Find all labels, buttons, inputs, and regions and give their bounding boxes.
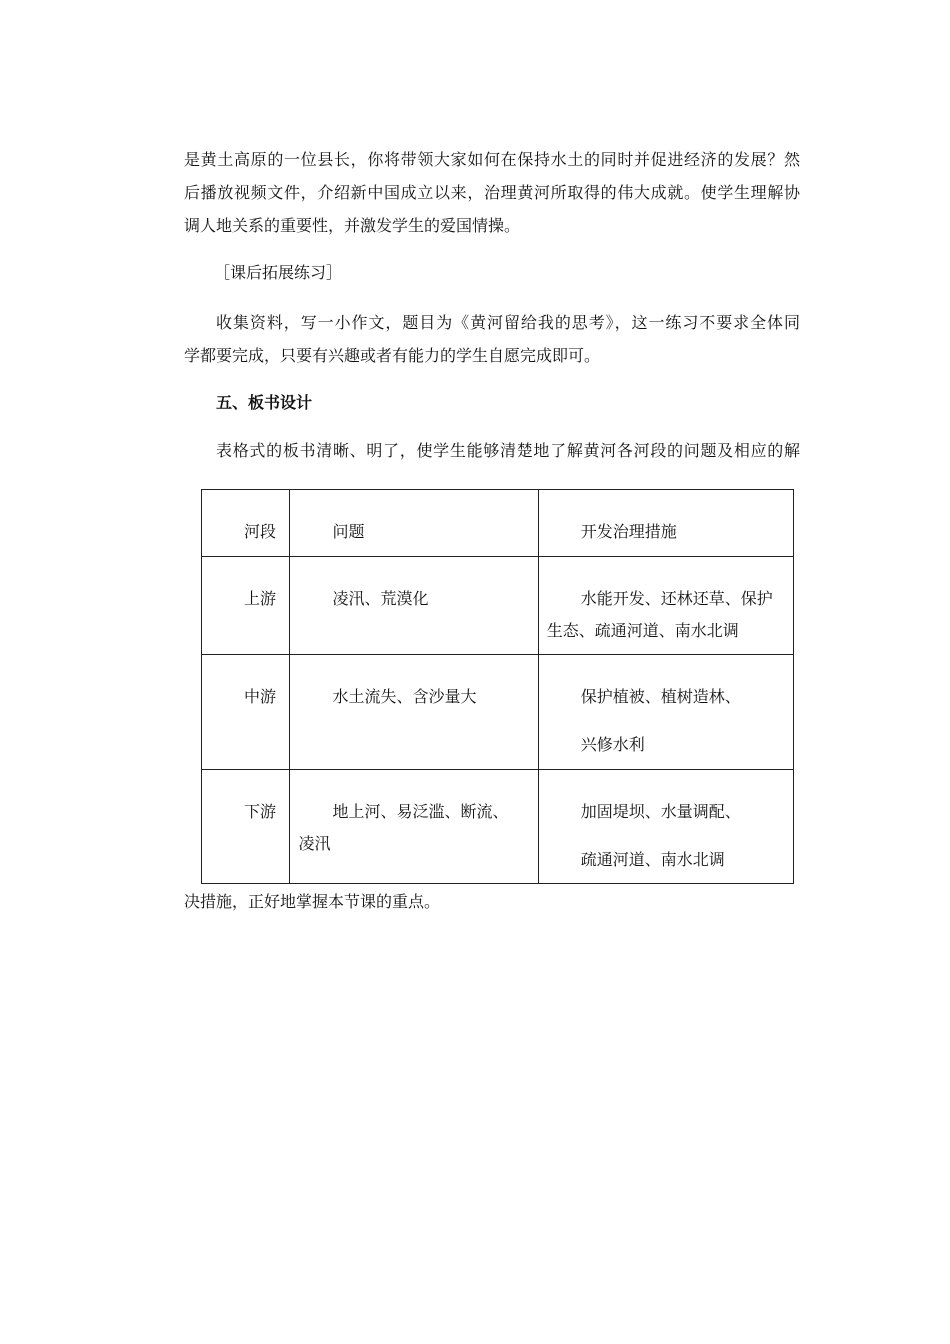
paragraph-2-line-1: 收集资料，写一小作文，题目为《黄河留给我的思考》，这一练习不要求全体同 [216, 313, 800, 332]
section-label: ［课后拓展练习］ [214, 263, 343, 282]
row-problem-line-1: 地上河、易泛滥、断流、 [332, 802, 509, 821]
table-row [202, 655, 794, 770]
header-problem: 问题 [332, 522, 365, 541]
row-problem-line-2: 凌汛 [298, 834, 331, 853]
row-problem: 水土流失、含沙量大 [332, 687, 477, 706]
row-problem: 凌汛、荒漠化 [332, 589, 429, 608]
table-row [202, 557, 794, 655]
paragraph-2-line-2: 学都要完成，只要有兴趣或者有能力的学生自愿完成即可。 [184, 346, 601, 365]
row-measures-line-1: 保护植被、植树造林、 [580, 687, 741, 706]
header-segment: 河段 [244, 522, 277, 541]
table-row [202, 770, 794, 884]
paragraph-1-line-2: 后播放视频文件，介绍新中国成立以来，治理黄河所取得的伟大成就。使学生理解协 [184, 183, 800, 202]
paragraph-3-line-1: 表格式的板书清晰、明了，使学生能够清楚地了解黄河各河段的问题及相应的解 [216, 441, 800, 460]
board-design-table [201, 489, 794, 884]
paragraph-1-line-3: 调人地关系的重要性，并激发学生的爱国情操。 [184, 216, 521, 235]
row-measures-line-1: 加固堤坝、水量调配、 [580, 802, 741, 821]
row-segment: 上游 [244, 589, 277, 608]
row-segment: 下游 [244, 802, 277, 821]
row-segment: 中游 [244, 687, 277, 706]
paragraph-1-line-1: 是黄土高原的一位县长，你将带领大家如何在保持水土的同时并促进经济的发展？然 [184, 150, 800, 169]
row-measures-line-2: 生态、疏通河道、南水北调 [546, 621, 739, 640]
section-heading: 五、板书设计 [216, 393, 313, 412]
row-measures-line-1: 水能开发、还林还草、保护 [580, 589, 773, 608]
row-measures-line-2: 疏通河道、南水北调 [580, 850, 725, 869]
header-measures: 开发治理措施 [580, 522, 677, 541]
table-header-row [202, 490, 794, 557]
row-measures-line-2: 兴修水利 [580, 735, 645, 754]
paragraph-3-line-2: 决措施，正好地掌握本节课的重点。 [184, 892, 441, 911]
